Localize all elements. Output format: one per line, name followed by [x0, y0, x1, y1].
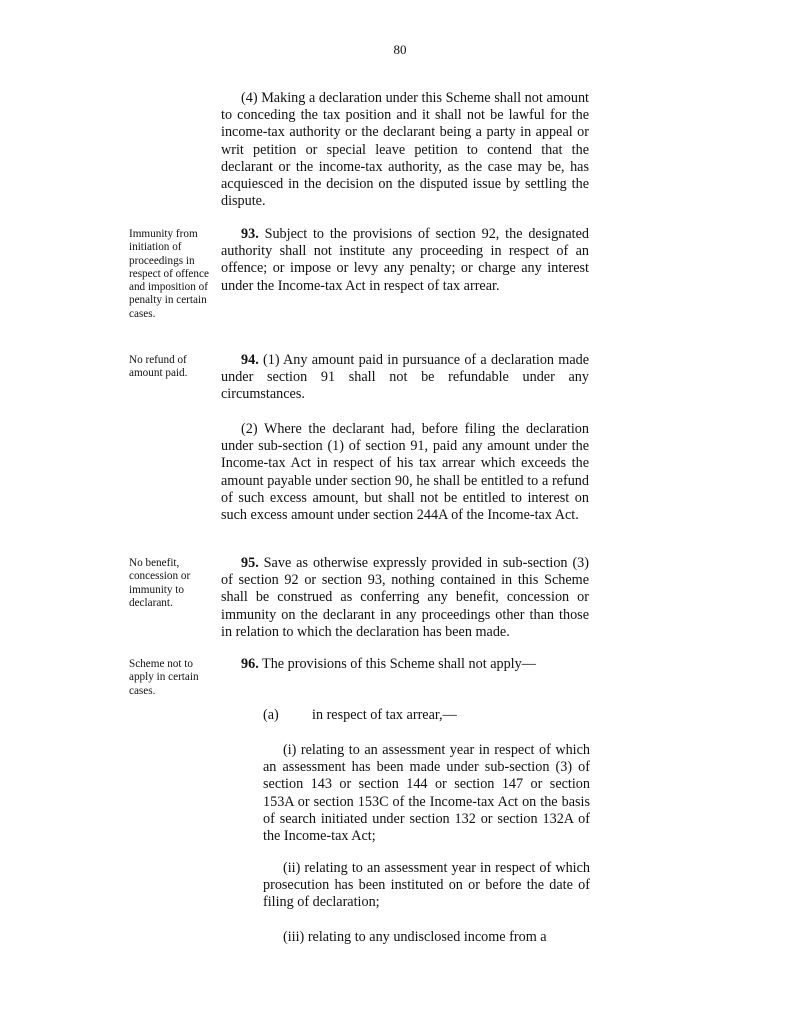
section-95 — [221, 555, 589, 641]
marginal-note-93: Immunity from initiation of proceedings in respect of offence and imposition of penalty in certain cases. — [129, 228, 209, 320]
paragraph-92-4 — [221, 90, 589, 210]
sub-clause-iii — [263, 929, 590, 946]
clause-a-label: (a) — [263, 707, 279, 723]
section-96 — [221, 656, 589, 673]
sub-clause-ii — [263, 860, 590, 912]
marginal-note-96: Scheme not to apply in certain cases. — [129, 658, 199, 697]
sub-clause-ii-text: (ii) relating to an assessment year in respect of which prosecution has been instituted on or before the date of filing of declaration; — [263, 860, 590, 911]
section-95-number: 95. — [241, 555, 259, 571]
section-93 — [221, 226, 589, 295]
section-96-text: The provisions of this Scheme shall not apply— — [262, 656, 536, 672]
section-94-2 — [221, 421, 589, 524]
section-94-2-text: (2) Where the declarant had, before filing the declaration under sub-section (1) of section 91, paid any amount under the Income-tax Act in respect of his tax arrear which exceeds the amount payable under section 90, he shall be entitled to a refund of such excess amount, but shall not be entitled to interest on such excess amount under section 244A of the Income-tax Act. — [221, 421, 589, 524]
section-94-1-text: (1) Any amount paid in pursuance of a declaration made under section 91 shall not be refundable under any circumstances. — [221, 352, 590, 403]
paragraph-92-4-text: (4) Making a declaration under this Scheme shall not amount to conceding the tax position and it shall not be lawful for the income-tax authority or the declarant being a party in appeal or writ petition or special leave petition to contend that the declarant or the income-tax authority, as the case may be, has acquiesced in the decision on the disputed issue by settling the dispute. — [221, 90, 589, 210]
sub-clause-iii-text: (iii) relating to any undisclosed income from a — [283, 929, 547, 945]
marginal-note-94: No refund of amount paid. — [129, 354, 188, 380]
section-94-1 — [221, 352, 589, 404]
section-94-number: 94. — [241, 352, 259, 368]
clause-a — [263, 707, 457, 724]
section-93-number: 93. — [241, 226, 259, 242]
section-93-text: Subject to the provisions of section 92, the designated authority shall not institute any proceeding in respect of an offence; or impose or levy any penalty; or charge any interest under the Income-tax Act in respect of tax arrear. — [221, 226, 590, 294]
clause-a-text: in respect of tax arrear,— — [312, 707, 457, 723]
sub-clause-i-text: (i) relating to an assessment year in respect of which an assessment has been made under sub-section (3) of section 143 or section 144 or section 147 or section 153A or section 153C of the Income-tax Act on the basis of search initiated under section 132 or section 132A of the Income-tax Act; — [263, 742, 590, 845]
section-96-number: 96. — [241, 656, 259, 672]
marginal-note-95: No benefit, concession or immunity to declarant. — [129, 557, 191, 609]
page-number: 80 — [393, 42, 407, 57]
sub-clause-i — [263, 742, 590, 845]
section-95-text: Save as otherwise expressly provided in sub-section (3) of section 92 or section 93, nothing contained in this Scheme shall be construed as conferring any benefit, concession or immunity on the declarant in any proceedings other than those in relation to which the declaration has been made. — [221, 555, 589, 640]
